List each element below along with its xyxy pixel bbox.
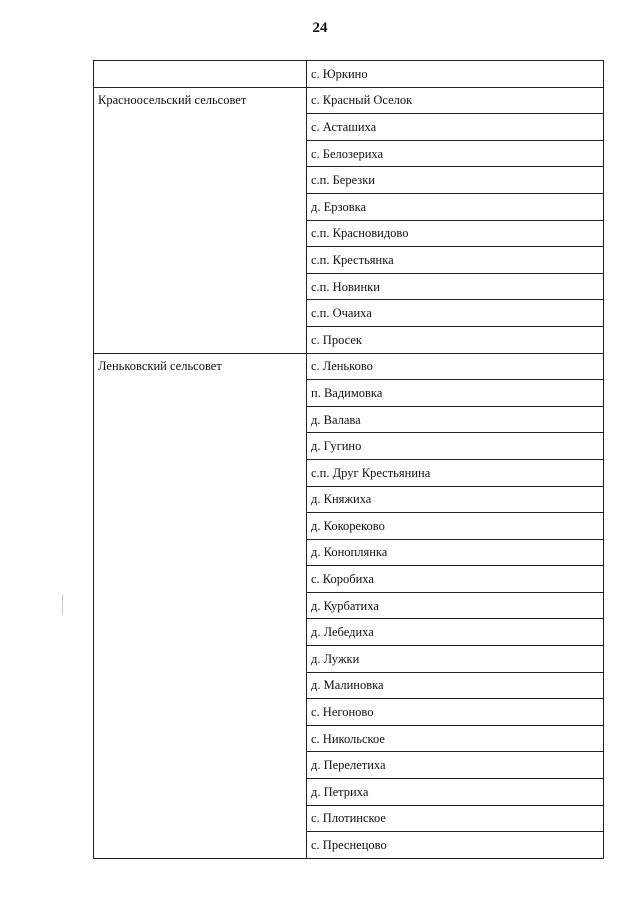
- settlement-cell: с.п. Красновидово: [307, 220, 604, 247]
- council-name-cell: Красноосельский сельсовет: [94, 87, 307, 353]
- page-number: 24: [312, 20, 328, 36]
- settlement-cell: с. Коробиха: [307, 566, 604, 593]
- settlement-cell: д. Курбатиха: [307, 592, 604, 619]
- settlement-cell: д. Перелетиха: [307, 752, 604, 779]
- settlement-cell: с. Асташиха: [307, 114, 604, 141]
- settlement-cell: с. Негоново: [307, 699, 604, 726]
- settlement-cell: с. Просек: [307, 326, 604, 353]
- settlement-cell: д. Гугино: [307, 433, 604, 460]
- settlement-cell: с.п. Друг Крестьянина: [307, 459, 604, 486]
- settlement-cell: с. Преснецово: [307, 832, 604, 859]
- settlement-cell: с.п. Крестьянка: [307, 247, 604, 274]
- settlement-cell: д. Малиновка: [307, 672, 604, 699]
- council-name-cell: [94, 61, 307, 88]
- settlement-cell: д. Коноплянка: [307, 539, 604, 566]
- settlement-cell: с. Юркино: [307, 61, 604, 88]
- settlement-cell: д. Валава: [307, 406, 604, 433]
- scan-artifact: [62, 595, 63, 615]
- settlement-cell: д. Ерзовка: [307, 193, 604, 220]
- settlement-cell: с. Плотинское: [307, 805, 604, 832]
- settlement-cell: п. Вадимовка: [307, 380, 604, 407]
- settlement-cell: д. Лужки: [307, 646, 604, 673]
- council-name-cell: Леньковский сельсовет: [94, 353, 307, 858]
- settlement-cell: с. Никольское: [307, 725, 604, 752]
- settlement-cell: с.п. Новинки: [307, 273, 604, 300]
- settlement-cell: с. Белозериха: [307, 140, 604, 167]
- settlement-cell: д. Княжиха: [307, 486, 604, 513]
- settlement-cell: с. Красный Оселок: [307, 87, 604, 114]
- table-row: [94, 61, 604, 88]
- table-row: [94, 87, 604, 114]
- table-body: [94, 61, 604, 859]
- settlement-cell: с. Леньково: [307, 353, 604, 380]
- settlements-table: [93, 60, 604, 859]
- settlement-cell: с.п. Очаиха: [307, 300, 604, 327]
- settlement-cell: д. Кокореково: [307, 513, 604, 540]
- settlement-cell: д. Петриха: [307, 779, 604, 806]
- settlement-cell: д. Лебедиха: [307, 619, 604, 646]
- table-row: [94, 353, 604, 380]
- settlement-cell: с.п. Березки: [307, 167, 604, 194]
